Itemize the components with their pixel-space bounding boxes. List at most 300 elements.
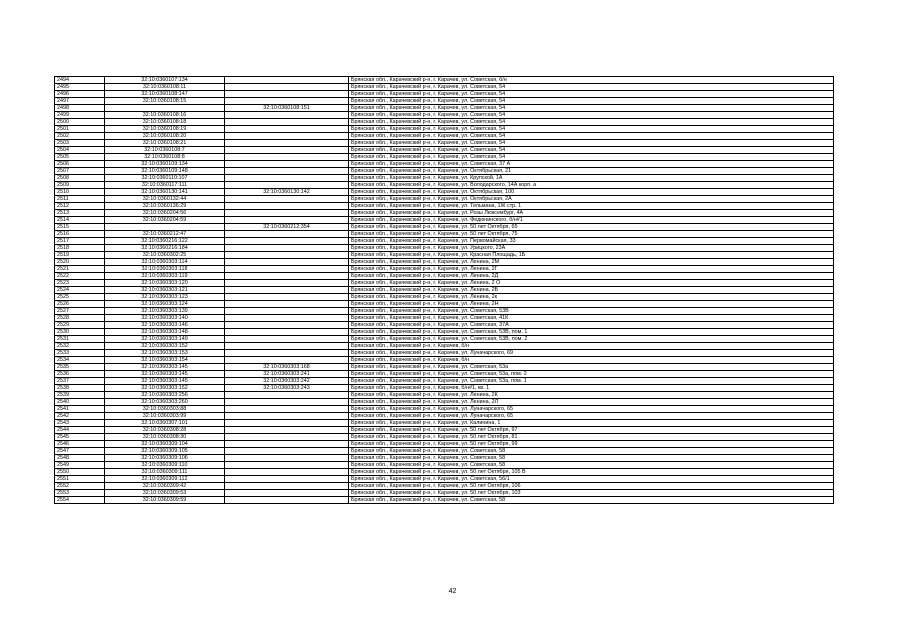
table-row [55, 441, 834, 448]
cadastral-number-cell: 32:10:0360303:149 [105, 336, 225, 343]
row-number-cell: 2535 [55, 364, 105, 371]
related-cadastral-number-cell [225, 84, 349, 91]
address-cell: Брянская обл., Карачевский р-н, г. Карачев, ул. Советская, 58 [349, 497, 834, 504]
table-row [55, 364, 834, 371]
related-cadastral-number-cell [225, 112, 349, 119]
row-number-cell: 2516 [55, 231, 105, 238]
address-cell: Брянская обл., Карачевский р-н, г. Карачев, ул. Советская, 58 [349, 455, 834, 462]
cadastral-number-cell: 32:10:0360303:120 [105, 280, 225, 287]
cadastral-number-cell: 32:10:0360108:8 [105, 154, 225, 161]
table-row [55, 301, 834, 308]
table-row [55, 126, 834, 133]
related-cadastral-number-cell [225, 469, 349, 476]
cadastral-number-cell: 32:10:0360107:134 [105, 77, 225, 84]
row-number-cell: 2542 [55, 413, 105, 420]
table-row [55, 91, 834, 98]
address-cell: Брянская обл., Карачевский р-н, г. Карачев, ул. Советская, 54 [349, 112, 834, 119]
address-cell: Брянская обл., Карачевский р-н, г. Карачев, ул. Советская, 58 [349, 448, 834, 455]
related-cadastral-number-cell [225, 266, 349, 273]
cadastral-number-cell: 32:10:0360303:99 [105, 413, 225, 420]
address-cell: Брянская обл., Карачевский р-н, г. Карачев, ул. Октябрьская, 100 [349, 189, 834, 196]
cadastral-number-cell: 32:10:0360309:111 [105, 469, 225, 476]
cadastral-number-cell: 32:10:0360108:15 [105, 98, 225, 105]
row-number-cell: 2520 [55, 259, 105, 266]
table-row [55, 315, 834, 322]
row-number-cell: 2548 [55, 455, 105, 462]
table-row [55, 308, 834, 315]
table-row [55, 77, 834, 84]
row-number-cell: 2533 [55, 350, 105, 357]
related-cadastral-number-cell [225, 357, 349, 364]
row-number-cell: 2540 [55, 399, 105, 406]
cadastral-number-cell: 32:10:0360136:29 [105, 203, 225, 210]
table-row [55, 231, 834, 238]
related-cadastral-number-cell [225, 427, 349, 434]
address-cell: Брянская обл., Карачевский р-н, г. Карачев, ул. Ленина, 2 О [349, 280, 834, 287]
row-number-cell: 2541 [55, 406, 105, 413]
cadastral-number-cell: 32:10:0360308:28 [105, 427, 225, 434]
table-row [55, 357, 834, 364]
related-cadastral-number-cell [225, 413, 349, 420]
cadastral-number-cell [105, 105, 225, 112]
related-cadastral-number-cell [225, 301, 349, 308]
cadastral-number-cell: 32:10:0360108:11 [105, 84, 225, 91]
cadastral-number-cell: 32:10:0360108:147 [105, 91, 225, 98]
table-row [55, 406, 834, 413]
address-cell: Брянская обл., Карачевский р-н, г. Карачев, ул. 50 лет Октября, 81 [349, 434, 834, 441]
table-row [55, 287, 834, 294]
cadastral-number-cell: 32:10:0360108:19 [105, 126, 225, 133]
related-cadastral-number-cell [225, 182, 349, 189]
address-cell: Брянская обл., Карачевский р-н, г. Карачев, ул. Луначарского, 69 [349, 350, 834, 357]
address-cell: Брянская обл., Карачевский р-н, г. Карачев, ул. Крупской, 1А [349, 175, 834, 182]
cadastral-number-cell: 32:10:0360216:122 [105, 238, 225, 245]
related-cadastral-number-cell [225, 434, 349, 441]
address-cell: Брянская обл., Карачевский р-н, г. Карачев, ул. Советская, 54 [349, 119, 834, 126]
related-cadastral-number-cell [225, 455, 349, 462]
table-row [55, 168, 834, 175]
address-cell: Брянская обл., Карачевский р-н, г. Карачев, ул. 50 лет Октября, 75 [349, 231, 834, 238]
row-number-cell: 2544 [55, 427, 105, 434]
table-row [55, 119, 834, 126]
cadastral-number-cell: 32:10:0360303:123 [105, 294, 225, 301]
table-row [55, 483, 834, 490]
table-row [55, 322, 834, 329]
cadastral-number-cell: 32:10:0360309:42 [105, 483, 225, 490]
table-row [55, 203, 834, 210]
row-number-cell: 2537 [55, 378, 105, 385]
related-cadastral-number-cell [225, 448, 349, 455]
related-cadastral-number-cell [225, 119, 349, 126]
cadastral-number-cell: 32:10:0360303:124 [105, 301, 225, 308]
table-row [55, 280, 834, 287]
cadastral-number-cell: 32:10:0360303:118 [105, 266, 225, 273]
address-cell: Брянская обл., Карачевский р-н, г. Карачев, ул. Советская, 53а, пом. 1 [349, 378, 834, 385]
row-number-cell: 2525 [55, 294, 105, 301]
address-cell: Брянская обл., Карачевский р-н, г. Карачев, ул. Советская, б/н [349, 77, 834, 84]
address-cell: Брянская обл., Карачевский р-н, г. Карачев, б/н#1, кв. 1 [349, 385, 834, 392]
table-row [55, 385, 834, 392]
address-cell: Брянская обл., Карачевский р-н, г. Карачев, ул. Калинина, 1 [349, 420, 834, 427]
address-cell: Брянская обл., Карачевский р-н, г. Карачев, ул. Ленина, 2Л [349, 399, 834, 406]
row-number-cell: 2511 [55, 196, 105, 203]
cadastral-number-cell: 32:10:0360303:145 [105, 364, 225, 371]
cadastral-number-cell: 32:10:0360309:110 [105, 462, 225, 469]
address-cell: Брянская обл., Карачевский р-н, г. Карачев, ул. Советская, 54 [349, 154, 834, 161]
address-cell: Брянская обл., Карачевский р-н, г. Карачев, ул. Советская, 54 [349, 91, 834, 98]
address-cell: Брянская обл., Карачевский р-н, г. Карачев, ул. Федюнинского, б/н#1 [349, 217, 834, 224]
table-row [55, 224, 834, 231]
related-cadastral-number-cell [225, 238, 349, 245]
cadastral-number-cell: 32:10:0360303:114 [105, 259, 225, 266]
page-number: 42 [448, 588, 457, 595]
table-row [55, 189, 834, 196]
table-row [55, 476, 834, 483]
table-row [55, 378, 834, 385]
row-number-cell: 2497 [55, 98, 105, 105]
table-row [55, 490, 834, 497]
table-row [55, 371, 834, 378]
address-cell: Брянская обл., Карачевский р-н, г. Карачев, ул. Советская, 54 [349, 105, 834, 112]
address-cell: Брянская обл., Карачевский р-н, г. Карачев, ул. Луначарского, 65 [349, 413, 834, 420]
row-number-cell: 2534 [55, 357, 105, 364]
row-number-cell: 2536 [55, 371, 105, 378]
row-number-cell: 2527 [55, 308, 105, 315]
row-number-cell: 2523 [55, 280, 105, 287]
related-cadastral-number-cell [225, 294, 349, 301]
cadastral-number-cell: 32:10:0360309:105 [105, 448, 225, 455]
related-cadastral-number-cell [225, 217, 349, 224]
row-number-cell: 2509 [55, 182, 105, 189]
table-row [55, 161, 834, 168]
related-cadastral-number-cell [225, 273, 349, 280]
row-number-cell: 2529 [55, 322, 105, 329]
related-cadastral-number-cell [225, 91, 349, 98]
row-number-cell: 2553 [55, 490, 105, 497]
table-row [55, 455, 834, 462]
related-cadastral-number-cell [225, 441, 349, 448]
related-cadastral-number-cell [225, 245, 349, 252]
table-row [55, 154, 834, 161]
row-number-cell: 2522 [55, 273, 105, 280]
row-number-cell: 2528 [55, 315, 105, 322]
address-cell: Брянская обл., Карачевский р-н, г. Карачев, ул. Розы Люксембург, 4А [349, 210, 834, 217]
table-row [55, 252, 834, 259]
cadastral-number-cell: 32:10:0360130:141 [105, 189, 225, 196]
address-cell: Брянская обл., Карачевский р-н, г. Карачев, ул. Ленина, 2Б [349, 287, 834, 294]
row-number-cell: 2503 [55, 140, 105, 147]
cadastral-number-cell: 32:10:0360109:148 [105, 168, 225, 175]
cadastral-number-cell: 32:10:0360303:88 [105, 406, 225, 413]
address-cell: Брянская обл., Карачевский р-н, г. Карачев, ул. Советская, 54 [349, 84, 834, 91]
row-number-cell: 2554 [55, 497, 105, 504]
address-cell: Брянская обл., Карачевский р-н, г. Карачев, ул. Луначарского, 65 [349, 406, 834, 413]
address-cell: Брянская обл., Карачевский р-н, г. Карачев, б/н [349, 343, 834, 350]
table-row [55, 133, 834, 140]
table-row [55, 350, 834, 357]
row-number-cell: 2518 [55, 245, 105, 252]
related-cadastral-number-cell [225, 329, 349, 336]
related-cadastral-number-cell [225, 392, 349, 399]
table-row [55, 210, 834, 217]
table-row [55, 147, 834, 154]
related-cadastral-number-cell [225, 126, 349, 133]
row-number-cell: 2505 [55, 154, 105, 161]
cadastral-number-cell: 32:10:0360303:145 [105, 378, 225, 385]
registry-table [54, 76, 834, 504]
table-row [55, 105, 834, 112]
table-row [55, 196, 834, 203]
related-cadastral-number-cell [225, 308, 349, 315]
address-cell: Брянская обл., Карачевский р-н, г. Карачев, ул. Ленина, 2к [349, 294, 834, 301]
related-cadastral-number-cell [225, 343, 349, 350]
related-cadastral-number-cell [225, 336, 349, 343]
related-cadastral-number-cell [225, 203, 349, 210]
address-cell: Брянская обл., Карачевский р-н, г. Карачев, ул. Володарского, 14А корп. а [349, 182, 834, 189]
related-cadastral-number-cell: 32:10:0360303:241 [225, 371, 349, 378]
cadastral-number-cell: 32:10:0360303:121 [105, 287, 225, 294]
related-cadastral-number-cell [225, 154, 349, 161]
related-cadastral-number-cell [225, 133, 349, 140]
address-cell: Брянская обл., Карачевский р-н, г. Карачев, ул. Советская, 37А [349, 322, 834, 329]
address-cell: Брянская обл., Карачевский р-н, г. Карачев, ул. Советская, 53а [349, 364, 834, 371]
table-row [55, 343, 834, 350]
address-cell: Брянская обл., Карачевский р-н, г. Карачев, ул. Ленина, 2Г [349, 266, 834, 273]
related-cadastral-number-cell [225, 161, 349, 168]
address-cell: Брянская обл., Карачевский р-н, г. Карачев, ул. 50 лет Октября, 105 В [349, 469, 834, 476]
row-number-cell: 2513 [55, 210, 105, 217]
row-number-cell: 2500 [55, 119, 105, 126]
row-number-cell: 2539 [55, 392, 105, 399]
related-cadastral-number-cell: 32:10:0360108:151 [225, 105, 349, 112]
table-row [55, 462, 834, 469]
related-cadastral-number-cell: 32:10:0360303:168 [225, 364, 349, 371]
related-cadastral-number-cell [225, 252, 349, 259]
row-number-cell: 2526 [55, 301, 105, 308]
table-row [55, 399, 834, 406]
cadastral-number-cell: 32:10:0360303:146 [105, 322, 225, 329]
related-cadastral-number-cell [225, 420, 349, 427]
cadastral-number-cell: 32:10:0360309:59 [105, 497, 225, 504]
table-row [55, 182, 834, 189]
row-number-cell: 2530 [55, 329, 105, 336]
registry-table-body [55, 77, 834, 504]
related-cadastral-number-cell [225, 483, 349, 490]
table-row [55, 497, 834, 504]
address-cell: Брянская обл., Карачевский р-н, г. Карачев, ул. Советская, 53В, пом. 2 [349, 336, 834, 343]
related-cadastral-number-cell [225, 168, 349, 175]
address-cell: Брянская обл., Карачевский р-н, г. Карачев, ул. Советская, 54 [349, 147, 834, 154]
cadastral-number-cell: 32:10:0360303:152 [105, 385, 225, 392]
table-row [55, 238, 834, 245]
address-cell: Брянская обл., Карачевский р-н, г. Карачев, ул. Советская, 54 [349, 126, 834, 133]
row-number-cell: 2514 [55, 217, 105, 224]
related-cadastral-number-cell: 32:10:0360303:243 [225, 385, 349, 392]
related-cadastral-number-cell [225, 77, 349, 84]
table-row [55, 427, 834, 434]
related-cadastral-number-cell [225, 210, 349, 217]
address-cell: Брянская обл., Карачевский р-н, г. Карачев, ул. 50 лет Октября, 97 [349, 427, 834, 434]
address-cell: Брянская обл., Карачевский р-н, г. Карачев, ул. Тельмана, 1Ж стр. 1 [349, 203, 834, 210]
row-number-cell: 2546 [55, 441, 105, 448]
cadastral-number-cell: 32:10:0360108:20 [105, 133, 225, 140]
related-cadastral-number-cell [225, 147, 349, 154]
address-cell: Брянская обл., Карачевский р-н, г. Карачев, ул. Октябрьская, 2А [349, 196, 834, 203]
address-cell: Брянская обл., Карачевский р-н, г. Карачев, ул. Советская, 53а, пом. 2 [349, 371, 834, 378]
row-number-cell: 2510 [55, 189, 105, 196]
address-cell: Брянская обл., Карачевский р-н, г. Карачев, ул. Советская, 54 [349, 98, 834, 105]
table-row [55, 112, 834, 119]
cadastral-number-cell: 32:10:0360303:148 [105, 329, 225, 336]
address-cell: Брянская обл., Карачевский р-н, г. Карачев, ул. Урицкого, 23А [349, 245, 834, 252]
table-row [55, 84, 834, 91]
cadastral-number-cell: 32:10:0360212:47 [105, 231, 225, 238]
row-number-cell: 2504 [55, 147, 105, 154]
row-number-cell: 2543 [55, 420, 105, 427]
address-cell: Брянская обл., Карачевский р-н, г. Карачев, ул. Советская, 58 [349, 462, 834, 469]
table-row [55, 259, 834, 266]
row-number-cell: 2532 [55, 343, 105, 350]
table-row [55, 413, 834, 420]
related-cadastral-number-cell [225, 350, 349, 357]
row-number-cell: 2502 [55, 133, 105, 140]
cadastral-number-cell: 32:10:0360308:30 [105, 434, 225, 441]
row-number-cell: 2549 [55, 462, 105, 469]
related-cadastral-number-cell [225, 462, 349, 469]
cadastral-number-cell: 32:10:0360303:140 [105, 315, 225, 322]
cadastral-number-cell: 32:10:0360303:256 [105, 392, 225, 399]
address-cell: Брянская обл., Карачевский р-н, г. Карачев, ул. 50 лет Октября, 99 [349, 441, 834, 448]
related-cadastral-number-cell [225, 259, 349, 266]
row-number-cell: 2524 [55, 287, 105, 294]
cadastral-number-cell: 32:10:0360117:111 [105, 182, 225, 189]
row-number-cell: 2547 [55, 448, 105, 455]
table-row [55, 294, 834, 301]
cadastral-number-cell: 32:10:0360307:101 [105, 420, 225, 427]
cadastral-number-cell: 32:10:0360309:112 [105, 476, 225, 483]
cadastral-number-cell: 32:10:0360303:145 [105, 371, 225, 378]
address-cell: Брянская обл., Карачевский р-н, г. Карачев, ул. Ленина, 2К [349, 392, 834, 399]
row-number-cell: 2494 [55, 77, 105, 84]
address-cell: Брянская обл., Карачевский р-н, г. Карачев, ул. Красная Площадь, 1Б [349, 252, 834, 259]
table-row [55, 392, 834, 399]
row-number-cell: 2508 [55, 175, 105, 182]
row-number-cell: 2521 [55, 266, 105, 273]
address-cell: Брянская обл., Карачевский р-н, г. Карачев, ул. Октябрьская, 21 [349, 168, 834, 175]
row-number-cell: 2496 [55, 91, 105, 98]
related-cadastral-number-cell: 32:10:0360130:142 [225, 189, 349, 196]
address-cell: Брянская обл., Карачевский р-н, г. Карачев, ул. Советская, 54 [349, 133, 834, 140]
row-number-cell: 2531 [55, 336, 105, 343]
address-cell: Брянская обл., Карачевский р-н, г. Карачев, ул. Ленина, 2М [349, 259, 834, 266]
related-cadastral-number-cell [225, 98, 349, 105]
table-row [55, 140, 834, 147]
cadastral-number-cell: 32:10:0360303:119 [105, 273, 225, 280]
table-row [55, 273, 834, 280]
table-row [55, 336, 834, 343]
table-row [55, 329, 834, 336]
row-number-cell: 2552 [55, 483, 105, 490]
table-row [55, 175, 834, 182]
cadastral-number-cell: 32:10:0360204:59 [105, 217, 225, 224]
address-cell: Брянская обл., Карачевский р-н, г. Карачев, ул. 50 лет Октября, 65 [349, 224, 834, 231]
row-number-cell: 2515 [55, 224, 105, 231]
cadastral-number-cell: 32:10:0360108:18 [105, 119, 225, 126]
related-cadastral-number-cell [225, 287, 349, 294]
row-number-cell: 2545 [55, 434, 105, 441]
row-number-cell: 2499 [55, 112, 105, 119]
cadastral-number-cell: 32:10:0360108:16 [105, 112, 225, 119]
cadastral-number-cell: 32:10:0360303:152 [105, 343, 225, 350]
row-number-cell: 2498 [55, 105, 105, 112]
row-number-cell: 2551 [55, 476, 105, 483]
table-row [55, 266, 834, 273]
row-number-cell: 2517 [55, 238, 105, 245]
related-cadastral-number-cell [225, 196, 349, 203]
related-cadastral-number-cell: 32:10:0360212:354 [225, 224, 349, 231]
address-cell: Брянская обл., Карачевский р-н, г. Карачев, б/н [349, 357, 834, 364]
cadastral-number-cell: 32:10:0360132:44 [105, 196, 225, 203]
row-number-cell: 2519 [55, 252, 105, 259]
cadastral-number-cell: 32:10:0360303:153 [105, 350, 225, 357]
table-row [55, 245, 834, 252]
related-cadastral-number-cell [225, 280, 349, 287]
address-cell: Брянская обл., Карачевский р-н, г. Карачев, ул. Советская, 56/1 [349, 476, 834, 483]
cadastral-number-cell: 32:10:0360309:106 [105, 455, 225, 462]
related-cadastral-number-cell [225, 231, 349, 238]
related-cadastral-number-cell [225, 476, 349, 483]
address-cell: Брянская обл., Карачевский р-н, г. Карачев, ул. Ленина, 2Д [349, 273, 834, 280]
cadastral-number-cell: 32:10:0360303:139 [105, 308, 225, 315]
cadastral-number-cell: 32:10:0360204:56 [105, 210, 225, 217]
cadastral-number-cell: 32:10:0360110:107 [105, 175, 225, 182]
row-number-cell: 2495 [55, 84, 105, 91]
related-cadastral-number-cell [225, 322, 349, 329]
related-cadastral-number-cell [225, 406, 349, 413]
address-cell: Брянская обл., Карачевский р-н, г. Карачев, ул. Советская, 37 А [349, 161, 834, 168]
cadastral-number-cell: 32:10:0360303:260 [105, 399, 225, 406]
address-cell: Брянская обл., Карачевский р-н, г. Карачев, ул. 50 лет Октября, 106 [349, 483, 834, 490]
cadastral-number-cell: 32:10:0360108:21 [105, 140, 225, 147]
related-cadastral-number-cell [225, 490, 349, 497]
related-cadastral-number-cell: 32:10:0360303:242 [225, 378, 349, 385]
cadastral-number-cell: 32:10:0360303:154 [105, 357, 225, 364]
table-row [55, 420, 834, 427]
address-cell: Брянская обл., Карачевский р-н, г. Карачев, ул. Советская, 53В, пом. 1 [349, 329, 834, 336]
table-row [55, 448, 834, 455]
address-cell: Брянская обл., Карачевский р-н, г. Карачев, ул. Первомайская, 33 [349, 238, 834, 245]
address-cell: Брянская обл., Карачевский р-н, г. Карачев, ул. Советская, 53В [349, 308, 834, 315]
row-number-cell: 2550 [55, 469, 105, 476]
address-cell: Брянская обл., Карачевский р-н, г. Карачев, ул. Ленина, 2Н [349, 301, 834, 308]
cadastral-number-cell: 32:10:0360302:25 [105, 252, 225, 259]
table-row [55, 217, 834, 224]
cadastral-number-cell: 32:10:0360108:7 [105, 147, 225, 154]
related-cadastral-number-cell [225, 497, 349, 504]
cadastral-number-cell: 32:10:0360309:104 [105, 441, 225, 448]
table-row [55, 434, 834, 441]
address-cell: Брянская обл., Карачевский р-н, г. Карачев, ул. Советская, 54 [349, 140, 834, 147]
address-cell: Брянская обл., Карачевский р-н, г. Карачев, ул. 50 лет Октября, 103 [349, 490, 834, 497]
table-row [55, 469, 834, 476]
row-number-cell: 2507 [55, 168, 105, 175]
row-number-cell: 2501 [55, 126, 105, 133]
address-cell: Брянская обл., Карачевский р-н, г. Карачев, ул. Советская, 41К [349, 315, 834, 322]
cadastral-number-cell: 32:10:0360109:134 [105, 161, 225, 168]
related-cadastral-number-cell [225, 399, 349, 406]
row-number-cell: 2506 [55, 161, 105, 168]
related-cadastral-number-cell [225, 175, 349, 182]
